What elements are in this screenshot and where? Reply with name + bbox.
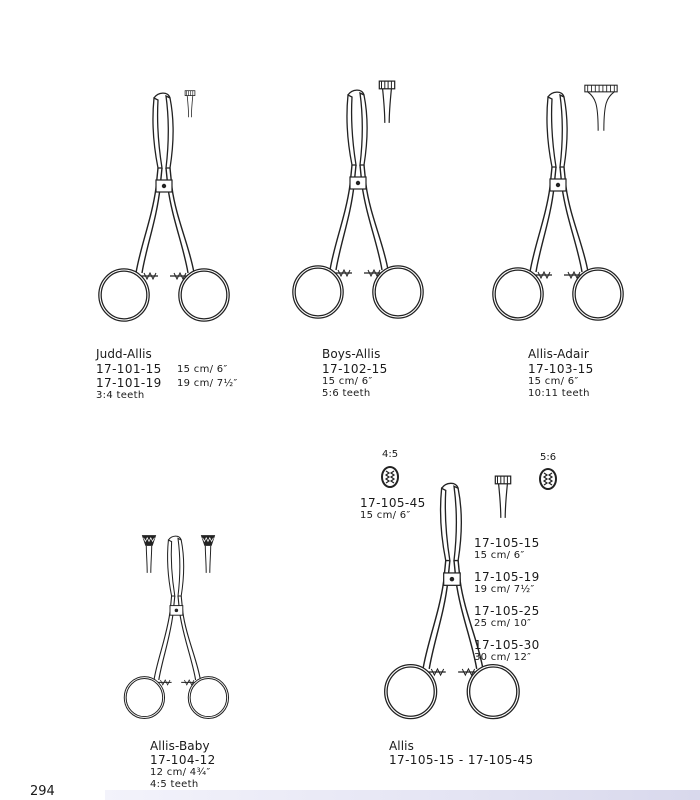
allis-variant-code-3: 17-105-25 — [474, 604, 540, 618]
boys-allis-code: 17-102-15 — [322, 362, 388, 376]
allis-adair-name: Allis-Adair — [528, 347, 589, 361]
footer-bar — [105, 790, 700, 800]
allis-baby-code: 17-104-12 — [150, 753, 216, 767]
allis-adair-teeth: 10:11 teeth — [528, 388, 590, 399]
judd-allis-code-2: 17-101-19 — [96, 376, 162, 390]
allis-variant-size-3: 25 cm/ 10″ — [474, 618, 532, 629]
page-number: 294 — [30, 784, 55, 799]
judd-allis-size-2: 19 cm/ 7½″ — [177, 378, 238, 389]
allis-ratio-right: 5:6 — [540, 452, 557, 463]
allis-name: Allis — [389, 739, 414, 753]
boys-allis-name: Boys-Allis — [322, 347, 381, 361]
allis-variant-size-1: 15 cm/ 6″ — [474, 550, 525, 561]
allis-variant-size-2: 19 cm/ 7½″ — [474, 584, 535, 595]
allis-large-code: 17-105-45 — [360, 496, 426, 510]
allis-adair-size: 15 cm/ 6″ — [528, 376, 579, 387]
allis-jaw-end-5-6-icon — [538, 467, 558, 491]
boys-allis-size: 15 cm/ 6″ — [322, 376, 373, 387]
judd-allis-teeth: 3:4 teeth — [96, 390, 145, 401]
allis-adair-tip-detail-icon — [582, 84, 620, 132]
allis-adair-code: 17-103-15 — [528, 362, 594, 376]
allis-baby-size: 12 cm/ 4¾″ — [150, 767, 211, 778]
allis-variant-code-2: 17-105-19 — [474, 570, 540, 584]
allis-ratio-left: 4:5 — [382, 449, 399, 460]
allis-variant-size-4: 30 cm/ 12″ — [474, 652, 532, 663]
judd-allis-name: Judd-Allis — [96, 347, 152, 361]
boys-allis-forceps-illustration — [290, 84, 430, 336]
allis-baby-forceps-illustration — [118, 532, 238, 732]
allis-baby-teeth: 4:5 teeth — [150, 779, 199, 790]
allis-variant-code-1: 17-105-15 — [474, 536, 540, 550]
judd-allis-forceps-illustration — [96, 88, 236, 338]
judd-allis-tip-detail-icon — [183, 90, 197, 118]
boys-allis-teeth: 5:6 teeth — [322, 388, 371, 399]
allis-variant-code-4: 17-105-30 — [474, 638, 540, 652]
allis-code-range: 17-105-15 - 17-105-45 — [389, 753, 534, 767]
allis-large-size: 15 cm/ 6″ — [360, 510, 411, 521]
boys-allis-tip-detail-icon — [376, 80, 398, 124]
allis-baby-name: Allis-Baby — [150, 739, 210, 753]
judd-allis-size-1: 15 cm/ 6″ — [177, 364, 228, 375]
judd-allis-code-1: 17-101-15 — [96, 362, 162, 376]
